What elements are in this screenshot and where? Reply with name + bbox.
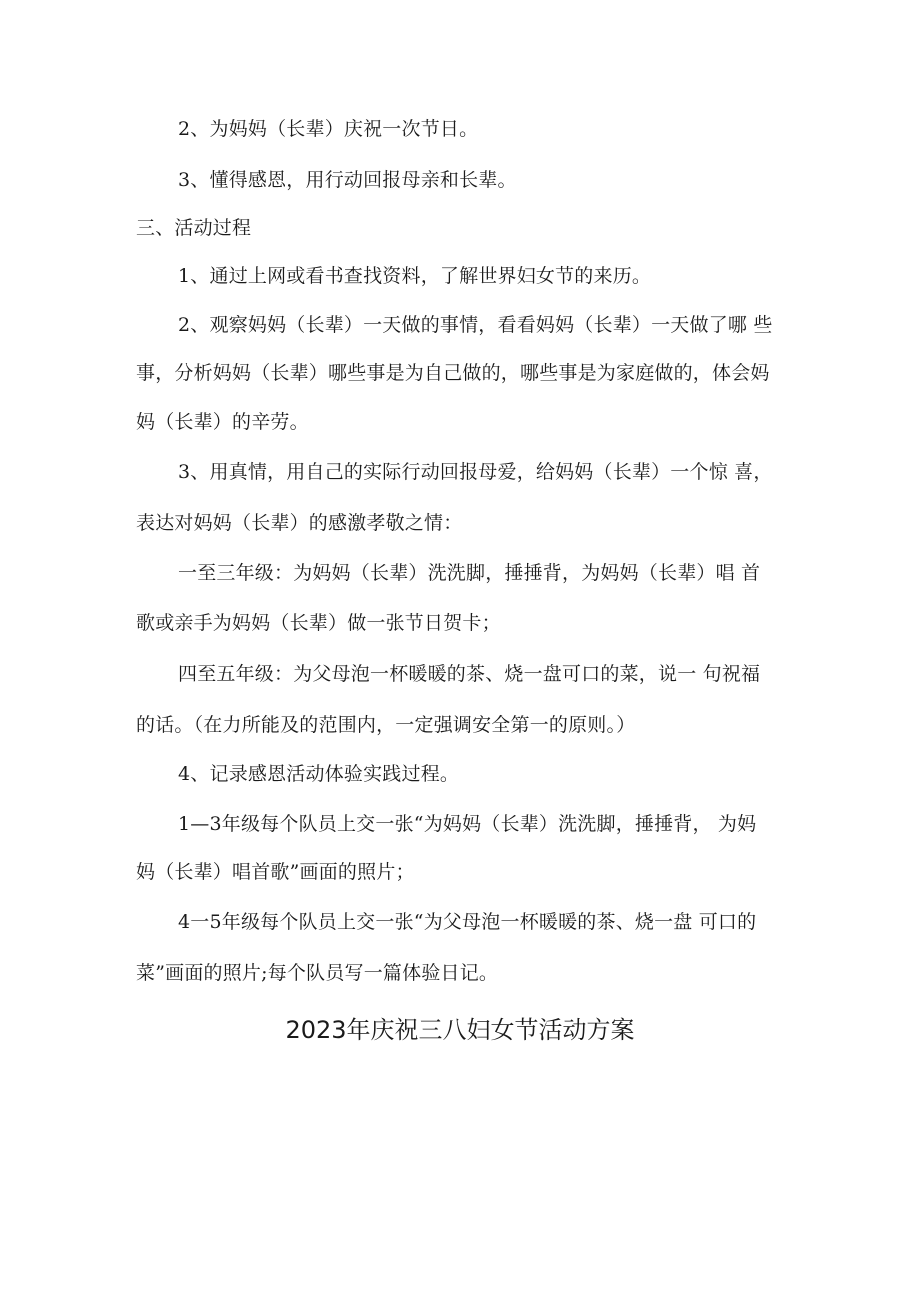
text-line-15: 1—3年级每个队员上交一张“为妈妈（长辈）洗洗脚，捶捶背， 为妈	[178, 813, 757, 835]
text-line-9: 表达对妈妈（长辈）的感激孝敬之情：	[136, 512, 463, 534]
text-line-17: 4一5年级每个队员上交一张“为父母泡一杯暖暖的茶、烧一盘 可口的	[178, 911, 757, 933]
text-line-7: 妈（长辈）的辛劳。	[136, 411, 309, 433]
section-heading: 三、活动过程	[136, 217, 252, 239]
text-line-11: 歌或亲手为妈妈（长辈）做一张节日贺卡；	[136, 612, 501, 634]
text-line-10: 一至三年级：为妈妈（长辈）洗洗脚，捶捶背，为妈妈（长辈）唱 首	[178, 562, 761, 584]
text-line-1: 2、为妈妈（长辈）庆祝一次节日。	[178, 118, 479, 140]
text-line-6: 事，分析妈妈（长辈）哪些事是为自己做的，哪些事是为家庭做的，体会妈	[136, 362, 770, 384]
text-line-18: 菜”画面的照片;每个队员写一篇体验日记。	[136, 962, 499, 984]
text-line-5: 2、观察妈妈（长辈）一天做的事情，看看妈妈（长辈）一天做了哪 些	[178, 314, 773, 336]
text-line-8: 3、用真情，用自己的实际行动回报母爱，给妈妈（长辈）一个惊 喜，	[178, 461, 773, 483]
text-line-2: 3、懂得感恩，用行动回报母亲和长辈。	[178, 169, 517, 191]
text-line-4: 1、通过上网或看书查找资料，了解世界妇女节的来历。	[178, 265, 652, 287]
text-line-16: 妈（长辈）唱首歌”画面的照片；	[136, 861, 415, 883]
text-line-14: 4、记录感恩活动体验实践过程。	[178, 763, 460, 785]
text-line-13: 的话。（在力所能及的范围内，一定强调安全第一的原则。）	[136, 714, 636, 736]
document-title: 2023年庆祝三八妇女节活动方案	[285, 1016, 635, 1044]
text-line-12: 四至五年级：为父母泡一杯暖暖的茶、烧一盘可口的菜，说一 句祝福	[178, 663, 761, 685]
